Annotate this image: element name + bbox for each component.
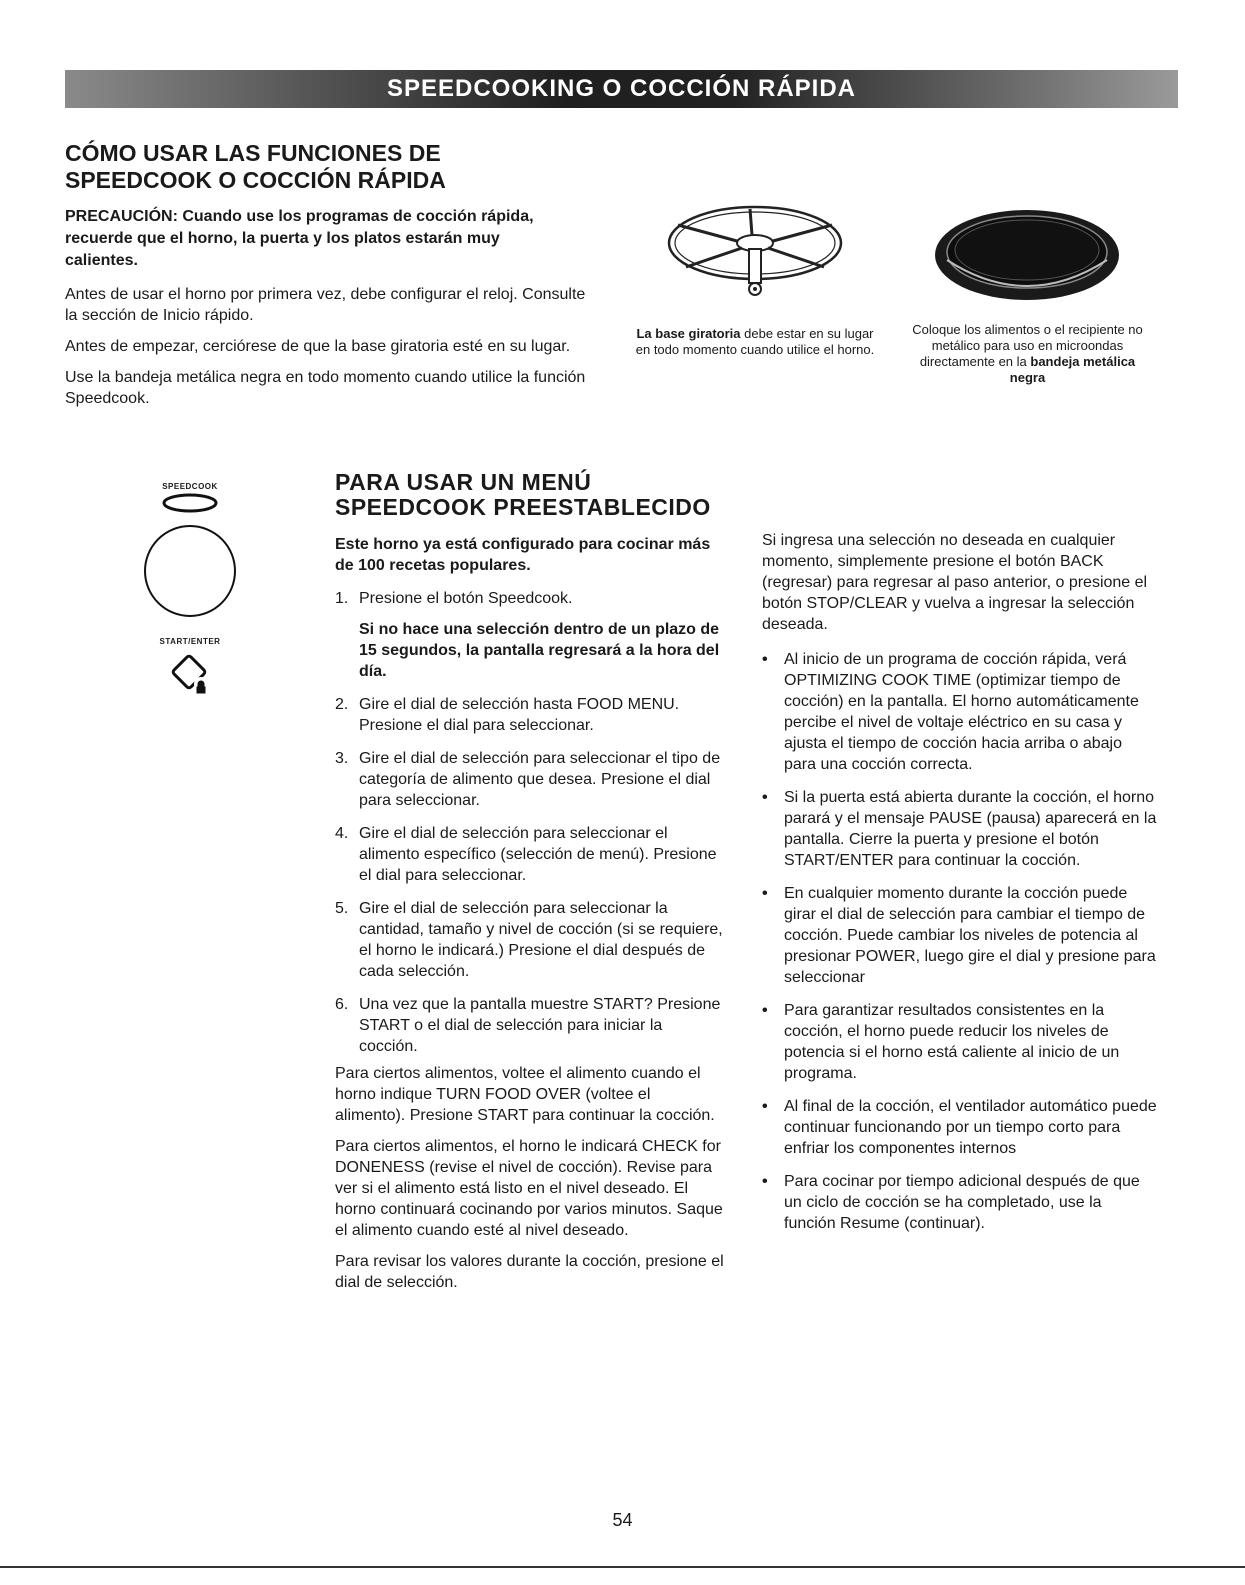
step-text: Gire el dial de selección hasta FOOD MENU. Presione el dial para seleccionar. (359, 696, 680, 734)
tray-caption (905, 322, 1150, 386)
turntable-illustration (630, 195, 880, 307)
tray-caption-text: Coloque los alimentos o el recipiente no metálico para uso en microondas directamente en la (912, 322, 1143, 369)
section1-title-line2: SPEEDCOOK O COCCIÓN RÁPIDA (65, 167, 446, 193)
step-2 (335, 694, 725, 736)
step-text: Gire el dial de selección para seleccionar el alimento específico (selección de menú). Presione el dial para seleccionar. (359, 825, 717, 884)
paragraph-clock: Antes de usar el horno por primera vez, debe configurar el reloj. Consulte la sección de Inicio rápido. (65, 286, 586, 324)
turntable-figure (630, 195, 880, 358)
turntable-caption (630, 326, 880, 358)
tips-list (762, 649, 1157, 1234)
start-enter-button-icon (135, 652, 245, 698)
step-text: Gire el dial de selección para seleccionar la cantidad, tamaño y nivel de cocción (si se requiere, el horno le indicará.) Presione el dial después de cada selección. (359, 900, 723, 980)
step-number: 6. (335, 996, 349, 1013)
tip-item (762, 1171, 1157, 1234)
section2-lead: Este horno ya está configurado para cocinar más de 100 recetas populares. (335, 536, 711, 574)
back-button-paragraph: Si ingresa una selección no deseada en cualquier momento, simplemente presione el botón BACK (regresar) para regresar al paso anterior, o presione el botón STOP/CLEAR y vuelva a ingresar la selección deseada. (762, 532, 1148, 633)
metal-tray-illustration (905, 200, 1150, 305)
bottom-rule (0, 1566, 1245, 1568)
speedcook-button-icon (135, 491, 245, 517)
doneness-paragraph: Para ciertos alimentos, el horno le indicará CHECK for DONENESS (revise el nivel de cocción). Revise para ver si el alimento está listo en el nivel deseado. El horno continuará cocinando por varios minutos. Saque el alimento cuando esté al nivel deseado. (335, 1138, 723, 1239)
bullet-icon: • (762, 1173, 768, 1190)
bullet-icon: • (762, 1098, 768, 1115)
bullet-icon: • (762, 789, 768, 806)
tray-figure (905, 200, 1150, 386)
tip-item (762, 1000, 1157, 1084)
step-number: 2. (335, 696, 349, 713)
step-text: Gire el dial de selección para seleccionar el tipo de categoría de alimento que desea. Presione el dial para seleccionar. (359, 750, 721, 809)
bullet-icon: • (762, 651, 768, 668)
section1 (65, 140, 625, 419)
banner-title: SPEEDCOOKING O COCCIÓN RÁPIDA (386, 75, 857, 102)
step-number: 3. (335, 750, 349, 767)
section2 (335, 470, 725, 1303)
speedcook-label: SPEEDCOOK (162, 482, 218, 491)
tip-text: En cualquier momento durante la cocción puede girar el dial de selección para cambiar el tiempo de cocción. Puede cambiar los niveles de potencia al presionar POWER, luego gire el dial y presione para seleccionar (784, 885, 1156, 986)
tip-item (762, 787, 1157, 871)
step-number: 4. (335, 825, 349, 842)
turntable-caption-bold: La base giratoria (636, 326, 741, 341)
steps-list (335, 588, 725, 1057)
step-6 (335, 994, 725, 1057)
section2-title-line2: SPEEDCOOK PREESTABLECIDO (335, 494, 711, 520)
section-banner (65, 70, 1178, 108)
step-5 (335, 898, 725, 982)
section2-title-line1: PARA USAR UN MENÚ (335, 469, 592, 495)
paragraph-tray: Use la bandeja metálica negra en todo momento cuando utilice la función Speedcook. (65, 369, 586, 407)
step-number: 5. (335, 900, 349, 917)
tip-item (762, 1096, 1157, 1159)
tip-item (762, 649, 1157, 775)
step-4 (335, 823, 725, 886)
page-number: 54 (612, 1510, 633, 1530)
paragraph-turntable: Antes de empezar, cerciórese de que la base giratoria esté en su lugar. (65, 338, 571, 355)
tip-text: Para cocinar por tiempo adicional después de que un ciclo de cocción se ha completado, use la función Resume (continuar). (784, 1173, 1140, 1232)
turntable-caption-text: debe estar en su lugar en todo momento cuando utilice el horno. (635, 326, 875, 357)
step-text: Una vez que la pantalla muestre START? Presione START o el dial de selección para iniciar la cocción. (359, 996, 721, 1055)
step-text: Presione el botón Speedcook. (359, 590, 573, 607)
start-enter-label: START/ENTER (159, 637, 221, 646)
bullet-icon: • (762, 885, 768, 902)
step-1 (335, 588, 725, 682)
step-note: Si no hace una selección dentro de un plazo de 15 segundos, la pantalla regresará a la hora del día. (359, 621, 720, 680)
tip-text: Al inicio de un programa de cocción rápida, verá OPTIMIZING COOK TIME (optimizar tiempo de cocción) en la pantalla. El horno automáticamente percibe el nivel de voltaje eléctrico en su casa y ajusta el tiempo de cocción hacia arriba o abajo para una cocción correcta. (784, 651, 1139, 773)
section1-title-line1: CÓMO USAR LAS FUNCIONES DE (65, 140, 441, 166)
right-column (762, 530, 1157, 1246)
step-number: 1. (335, 590, 349, 607)
tray-caption-bold: bandeja metálica negra (1009, 354, 1136, 385)
tip-text: Al final de la cocción, el ventilador automático puede continuar funcionando por un tiempo corto para enfriar los componentes internos (784, 1098, 1157, 1157)
turn-food-paragraph: Para ciertos alimentos, voltee el alimento cuando el horno indique TURN FOOD OVER (voltee el alimento). Presione START para continuar la cocción. (335, 1065, 715, 1124)
tip-item (762, 883, 1157, 988)
review-paragraph: Para revisar los valores durante la cocción, presione el dial de selección. (335, 1253, 724, 1291)
control-icons (135, 482, 245, 698)
step-3 (335, 748, 725, 811)
caution-text: PRECAUCIÓN: Cuando use los programas de cocción rápida, recuerde que el horno, la puerta y los platos estarán muy calientes. (65, 208, 534, 269)
tip-text: Para garantizar resultados consistentes en la cocción, el horno puede reducir los niveles de potencia si el horno está caliente al inicio de un programa. (784, 1002, 1120, 1082)
bullet-icon: • (762, 1002, 768, 1019)
selection-dial-icon (135, 523, 245, 619)
tip-text: Si la puerta está abierta durante la cocción, el horno parará y el mensaje PAUSE (pausa) aparecerá en la pantalla. Cierre la puerta y presione el botón START/ENTER para continuar la cocción. (784, 789, 1157, 869)
